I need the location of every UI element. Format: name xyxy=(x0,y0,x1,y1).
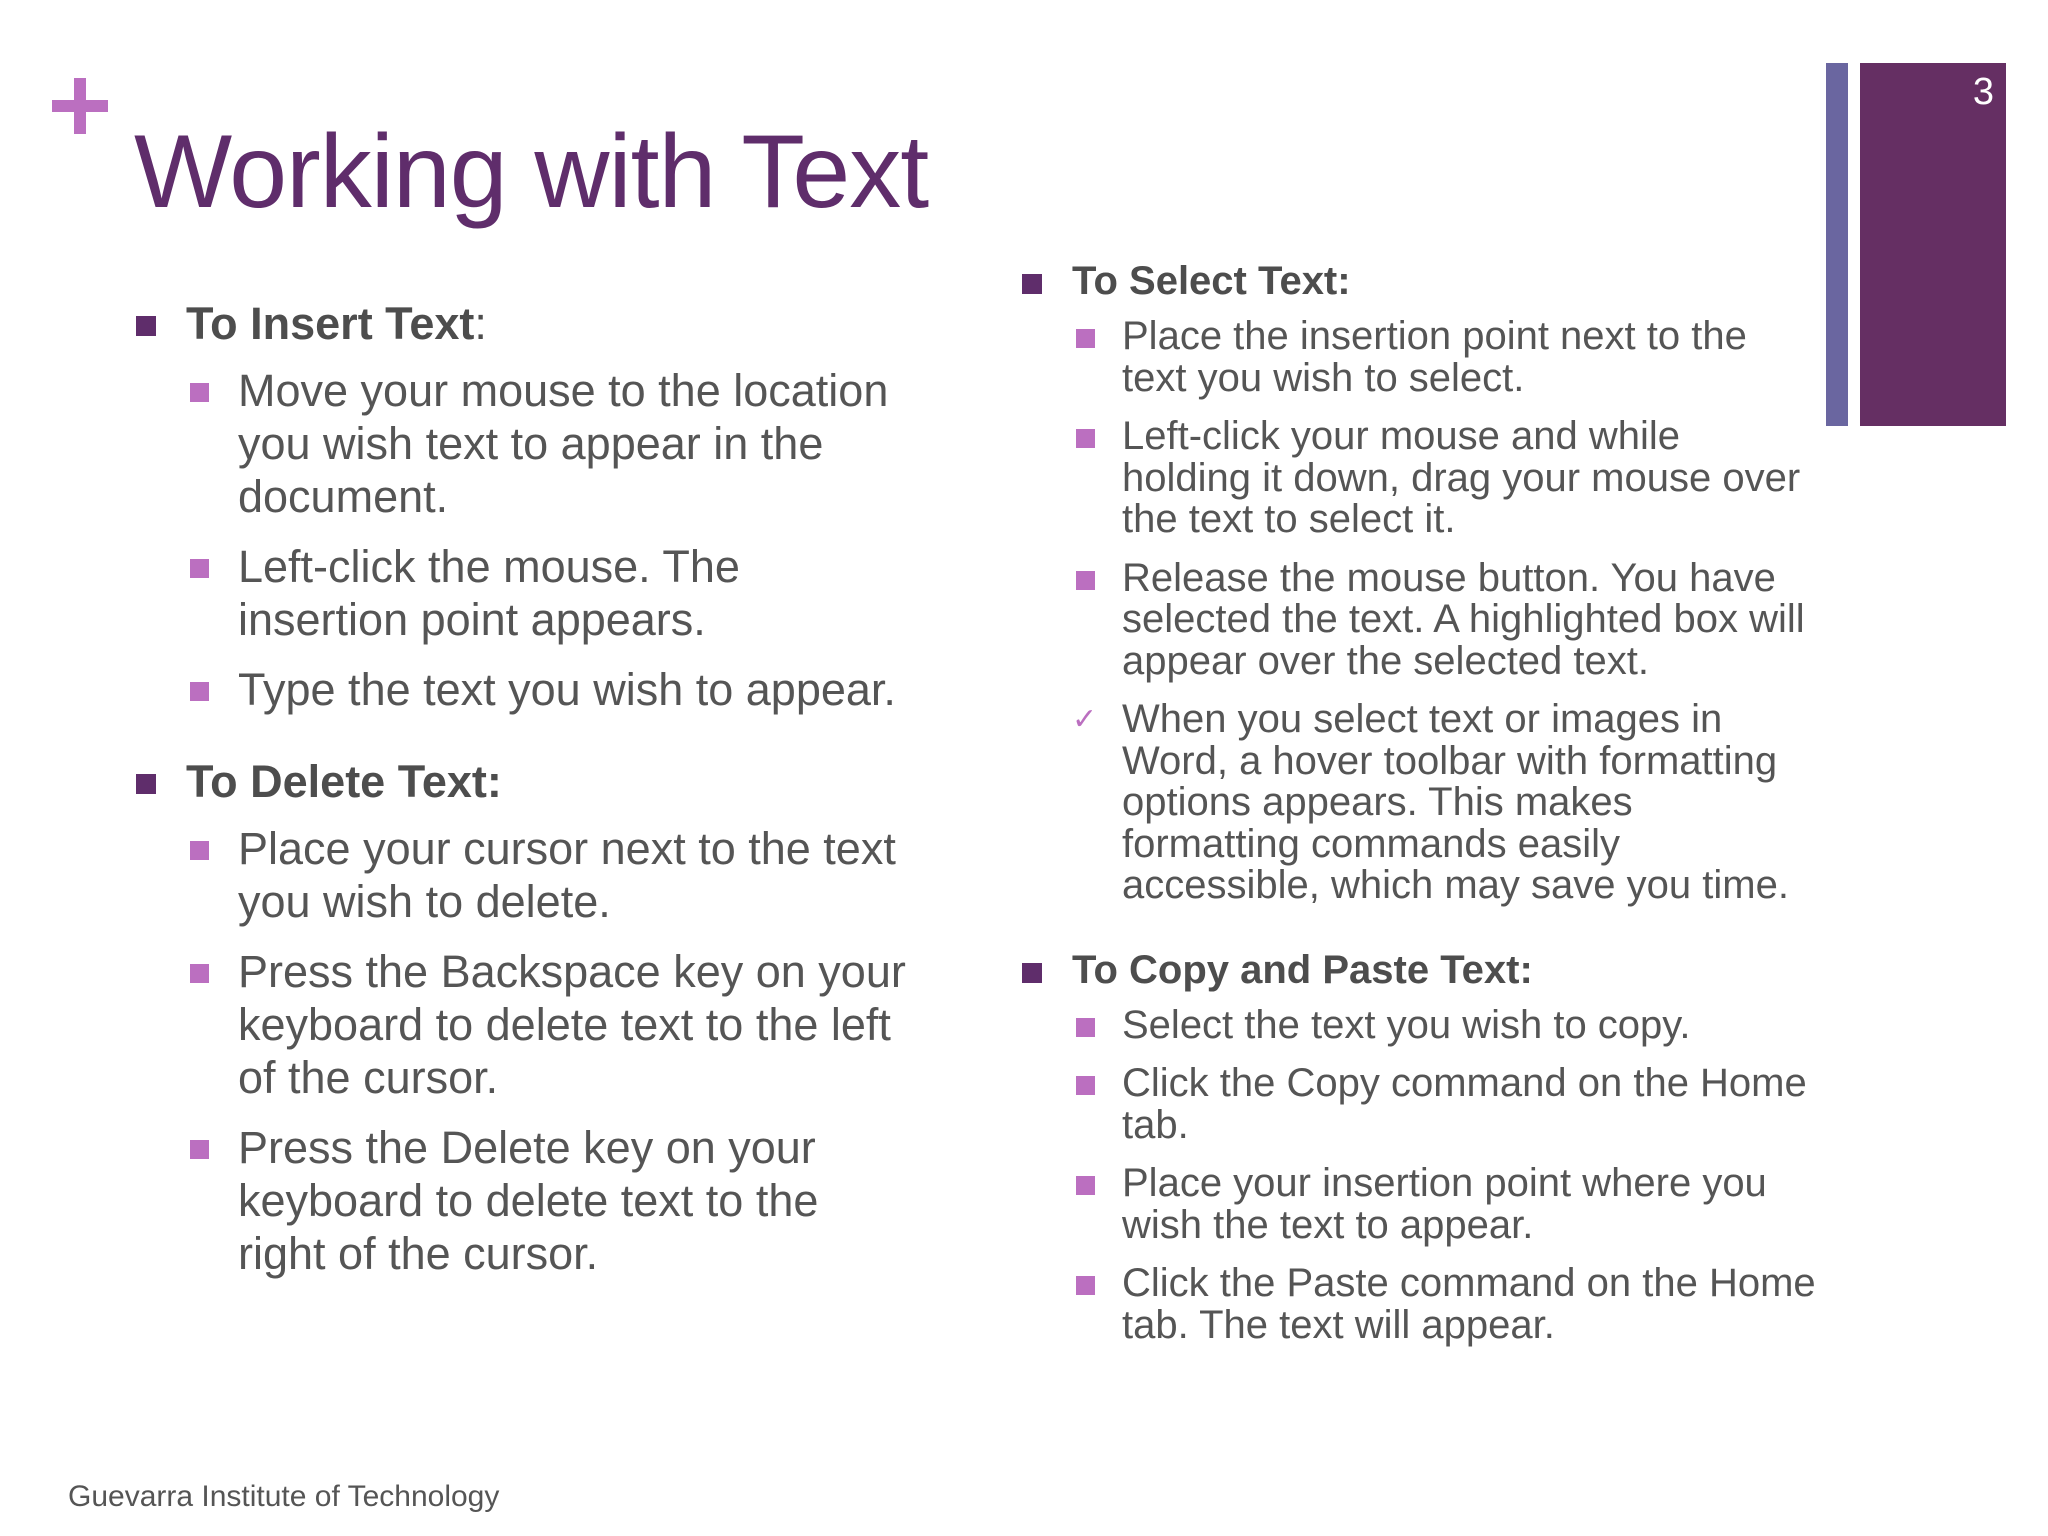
section-heading xyxy=(134,756,914,808)
list-item xyxy=(134,945,914,1104)
square-bullet-icon xyxy=(190,682,209,701)
list-item xyxy=(134,663,914,716)
list-item-text: Place your insertion point where you wish the text to appear. xyxy=(1122,1161,1767,1247)
note-text: When you select text or images in Word, a hover toolbar with formatting options appears. This makes formatting commands easily accessible, which may save you time. xyxy=(1122,697,1789,907)
square-bullet-icon xyxy=(190,383,209,402)
item-list xyxy=(134,364,914,716)
list-item-text: Type the text you wish to appear. xyxy=(238,664,896,715)
list-item-text: Click the Copy command on the Home tab. xyxy=(1122,1061,1807,1147)
square-bullet-icon xyxy=(1076,571,1095,590)
note-item xyxy=(1020,699,1820,907)
item-list xyxy=(1020,1002,1820,1347)
square-bullet-icon xyxy=(1022,963,1042,983)
list-item xyxy=(134,1121,914,1280)
plus-icon xyxy=(52,78,108,134)
right-column xyxy=(1020,258,1820,1363)
list-item xyxy=(134,364,914,523)
list-item-text: Left-click the mouse. The insertion point appears. xyxy=(238,541,740,645)
square-bullet-icon xyxy=(136,316,156,336)
list-item-text: Place your cursor next to the text you wish to delete. xyxy=(238,823,896,927)
item-list xyxy=(134,822,914,1280)
square-bullet-icon xyxy=(190,559,209,578)
section-heading xyxy=(1020,947,1820,993)
list-item xyxy=(1020,416,1820,541)
square-bullet-icon xyxy=(1076,429,1095,448)
list-item xyxy=(134,822,914,928)
heading-label: To Copy and Paste Text: xyxy=(1072,947,1533,992)
list-item xyxy=(1020,1163,1820,1246)
square-bullet-icon xyxy=(1076,1276,1095,1295)
square-bullet-icon xyxy=(136,774,156,794)
list-item xyxy=(1020,316,1820,399)
list-item xyxy=(1020,1263,1820,1346)
heading-colon: : xyxy=(474,298,487,349)
section-delete-text xyxy=(134,756,914,1280)
list-item xyxy=(1020,1002,1820,1047)
slide-title: Working with Text xyxy=(134,114,929,230)
list-item-text: Press the Backspace key on your keyboard to delete text to the left of the cursor. xyxy=(238,946,906,1103)
heading-label: To Insert Text xyxy=(186,298,475,349)
heading-label: To Select Text: xyxy=(1072,259,1351,303)
list-item-text: Move your mouse to the location you wish text to appear in the document. xyxy=(238,365,889,522)
square-bullet-icon xyxy=(1076,1176,1095,1195)
list-item-text: Place the insertion point next to the text you wish to select. xyxy=(1122,314,1747,400)
list-item-text: Click the Paste command on the Home tab. The text will appear. xyxy=(1122,1261,1816,1347)
list-item xyxy=(134,540,914,646)
section-insert-text xyxy=(134,298,914,716)
square-bullet-icon xyxy=(1076,329,1095,348)
square-bullet-icon xyxy=(1076,1018,1095,1037)
list-item-text: Left-click your mouse and while holding it down, drag your mouse over the text to select it. xyxy=(1122,414,1801,541)
square-bullet-icon xyxy=(1076,1076,1095,1095)
left-column xyxy=(134,298,914,1297)
list-item-text: Press the Delete key on your keyboard to delete text to the right of the cursor. xyxy=(238,1122,819,1279)
footer-institution: Guevarra Institute of Technology xyxy=(68,1480,500,1513)
section-select-text xyxy=(1020,258,1820,907)
list-item-text: Release the mouse button. You have selected the text. A highlighted box will appear over the selected text. xyxy=(1122,555,1805,683)
square-bullet-icon xyxy=(190,964,209,983)
section-heading xyxy=(1020,258,1820,304)
list-item-text: Select the text you wish to copy. xyxy=(1122,1002,1691,1047)
square-bullet-icon xyxy=(190,841,209,860)
list-item xyxy=(1020,555,1820,683)
accent-bar-dark xyxy=(1860,63,2006,426)
slide-number: 3 xyxy=(1972,71,1994,113)
square-bullet-icon xyxy=(190,1140,209,1159)
list-item xyxy=(1020,1063,1820,1146)
square-bullet-icon xyxy=(1022,274,1042,294)
section-heading xyxy=(134,298,914,350)
item-list xyxy=(1020,316,1820,907)
section-copy-paste-text xyxy=(1020,947,1820,1347)
checkmark-icon: ✓ xyxy=(1072,702,1098,737)
accent-bar-light xyxy=(1826,63,1848,426)
heading-label: To Delete Text: xyxy=(186,756,502,807)
